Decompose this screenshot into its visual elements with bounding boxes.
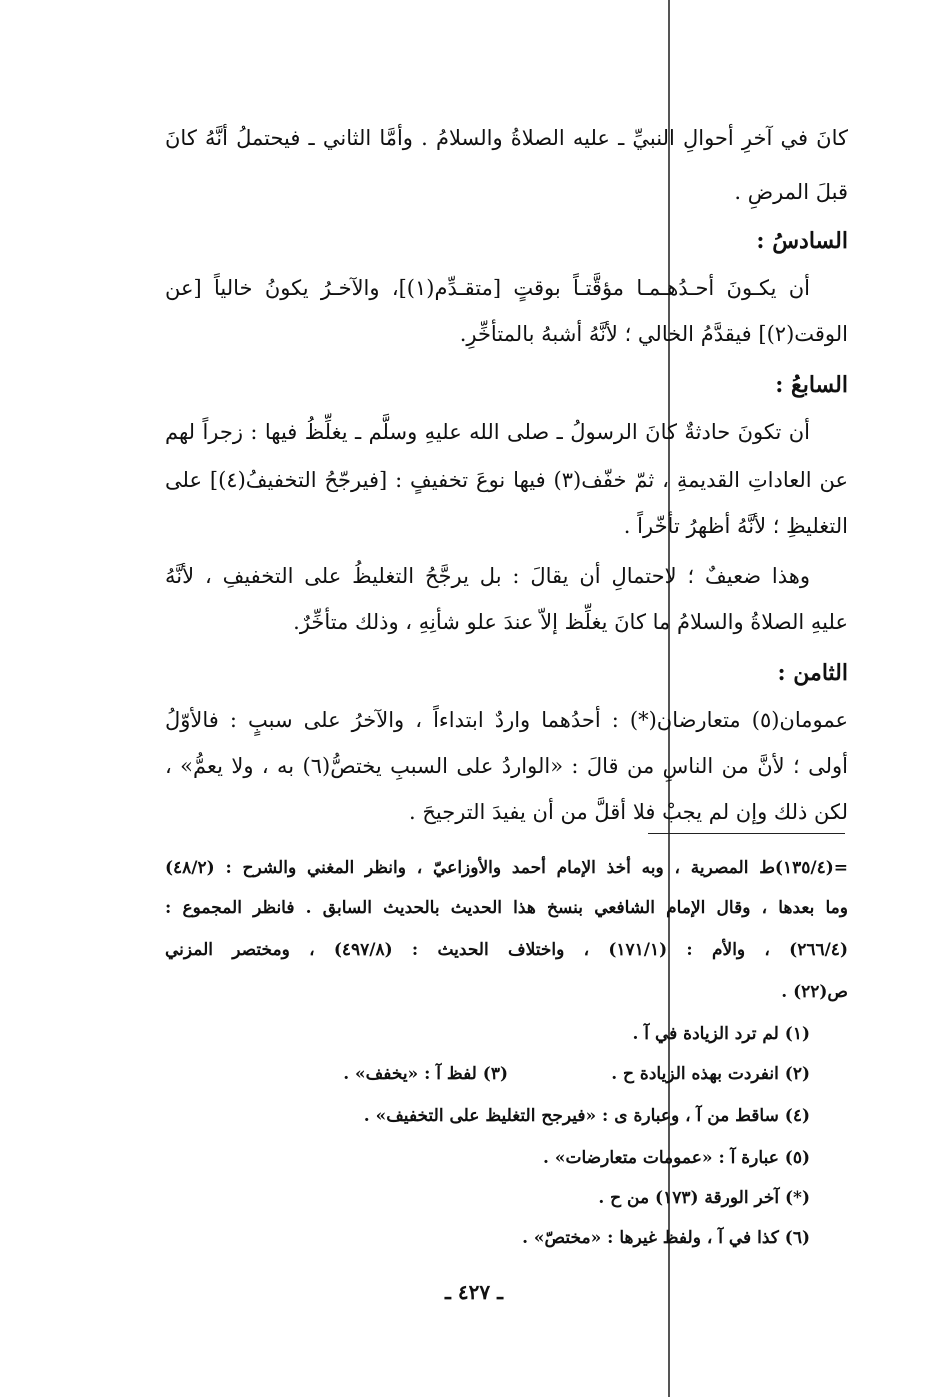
page-number: ـ ٤٢٧ ـ	[445, 1280, 503, 1304]
footnote-continuation: (٢٦٦/٤) ، والأم : (١٧١/١) ، واختلاف الحديث : (٤٩٧/٨) ، ومختصر المزني	[165, 940, 848, 960]
footnote-separator	[648, 833, 845, 834]
body-line: عليهِ الصلاةُ والسلامُ ما كانَ يغلِّظ إلاّ عندَ علو شأنِهِ ، وذلك متأخِّرٌ.	[293, 610, 848, 634]
footnote: (٢) انفردت بهذه الزيادة ح .	[611, 1064, 810, 1084]
footnote-continuation: =(١٣٥/٤)ط المصرية ، وبه أخذ الإمام أحمد والأوزاعيّ ، وانظر المغني والشرح : (٤٨/٢)	[165, 858, 848, 878]
body-line: أولى ؛ لأنَّ من الناسِ من قالَ : «الواردُ على السببِ يختصُّ(٦) به ، ولا يعمُّ» ،	[165, 754, 848, 778]
footnote: (٦) كذا في آ ، ولفظ غيرها : «مختصّ» .	[522, 1228, 810, 1248]
body-line: أن تكونَ حادثةٌ كانَ الرسولُ ـ صلى الله عليهِ وسلَّم ـ يغلِّظُ فيها : زجراً لهم	[165, 420, 810, 444]
section-heading: السادسُ :	[756, 228, 848, 254]
body-line: قبلَ المرضِ .	[734, 180, 848, 204]
body-line: كانَ في آخرِ أحوالِ النبيِّ ـ عليه الصلاةُ والسلامُ . وأمَّا الثاني ـ فيحتملُ أنَّهُ كانَ	[165, 126, 848, 150]
body-line: الوقت(٢)] فيقدَّمُ الخالي ؛ لأنَّهُ أشبهُ بالمتأخِّرِ.	[459, 322, 848, 346]
body-line: لكن ذلك وإن لم يجبْ فلا أقلَّ من أن يفيدَ الترجيحَ .	[408, 800, 848, 824]
footnote-continuation: وما بعدها ، وقال الإمام الشافعي بنسخ هذا الحديث بالحديث السابق . فانظر المجموع :	[165, 898, 848, 918]
footnote-continuation: ص(٢٢) .	[781, 982, 848, 1002]
body-line: التغليظِ ؛ لأنَّهُ أظهرُ تأخّراً .	[623, 514, 848, 538]
footnote: (*) آخر الورقة (١٧٣) من ح .	[598, 1188, 810, 1208]
section-heading: الثامن :	[777, 660, 848, 686]
footnote: (١) لم ترد الزيادة في آ .	[632, 1024, 810, 1044]
body-line: وهذا ضعيفٌ ؛ لاحتمالِ أن يقالَ : بل يرجَّحُ التغليظُ على التخفيفِ ، لأنَّهُ	[165, 564, 810, 588]
section-heading: السابعُ :	[775, 372, 848, 398]
footnote: (٤) ساقط من آ ، وعبارة ى : «فيرجح التغليظ على التخفيف» .	[363, 1106, 810, 1126]
body-line: عن العاداتِ القديمةِ ، ثمّ خفّف(٣) فيها نوعَ تخفيفٍ : [فيرجّحُ التخفيفُ(٤)] على	[165, 468, 848, 492]
footnote: (٣) لفظ آ : «يخفف» .	[343, 1064, 508, 1084]
body-line: عمومان(٥) متعارضان(*) : أحدُهما واردٌ ابتداءاً ، والآخرُ على سببٍ : فالأوّلُ	[165, 708, 848, 732]
body-line: أن يكـونَ أحـدُهـمـا مؤقَّتـاً بوقتٍ [متقـدِّم(١)]، والآخـرُ يكونُ خالياً [عن	[165, 276, 810, 300]
footnote: (٥) عبارة آ : «عمومات متعارضات» .	[543, 1148, 810, 1168]
